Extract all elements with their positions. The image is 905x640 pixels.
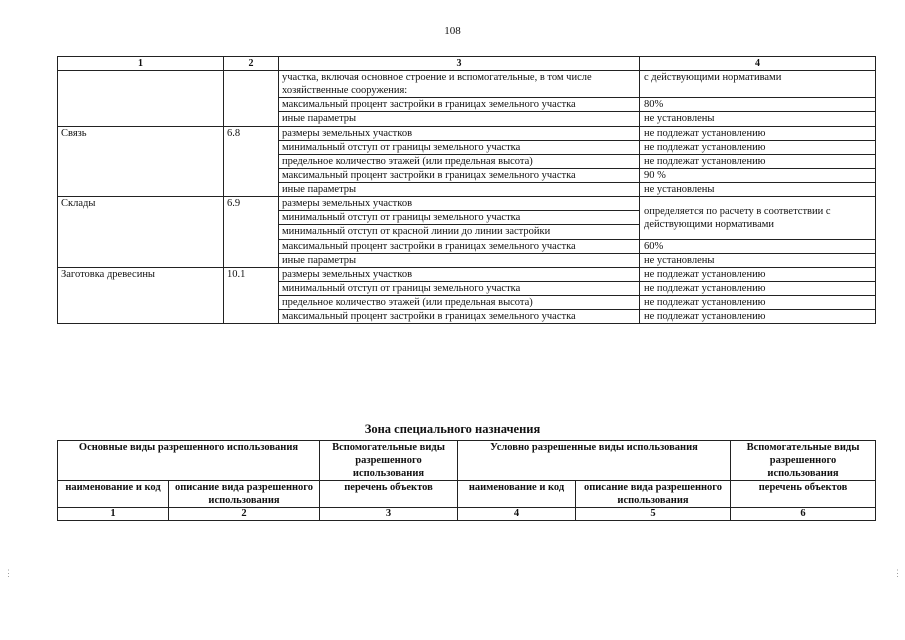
value-cell: не подлежат установлению [640,140,876,154]
sub-header: перечень объектов [320,481,458,508]
value-cell: определяется по расчету в соответствии с действующими нормативами [640,197,876,239]
value-cell: 90 % [640,168,876,182]
table-row [58,126,876,140]
value-cell: 60% [640,239,876,253]
sub-header-row [58,481,876,508]
value-cell: не подлежат установлению [640,281,876,295]
parameter-cell: размеры земельных участков [279,267,640,281]
column-number-row [58,508,876,521]
column-header: 2 [224,57,279,71]
use-code-cell: 10.1 [224,267,279,324]
column-number: 4 [458,508,576,521]
sub-header: наименование и код [458,481,576,508]
parameter-cell: размеры земельных участков [279,197,640,211]
parameter-cell: иные параметры [279,112,640,126]
sub-header: наименование и код [58,481,169,508]
zone-table [57,440,876,521]
value-cell: с действующими нормативами [640,71,876,98]
parameter-cell: минимальный отступ от границы земельного участка [279,281,640,295]
zone-title: Зона специального назначения [364,422,541,436]
use-name-cell: Связь [58,126,224,197]
scan-edge-mark: ⋮ [4,568,13,578]
parameter-cell: иные параметры [279,183,640,197]
use-name-cell: Заготовка древесины [58,267,224,324]
table-row [58,71,876,98]
value-cell: не установлены [640,183,876,197]
group-header: Вспомогательные виды разрешенного использования [731,441,876,481]
parameter-cell: минимальный отступ от границы земельного участка [279,211,640,225]
use-code-cell: 6.8 [224,126,279,197]
value-cell: не установлены [640,253,876,267]
value-cell: не подлежат установлению [640,310,876,324]
table-header-row [58,57,876,71]
parameter-cell: минимальный отступ от границы земельного участка [279,140,640,154]
sub-header: описание вида разрешенного использования [576,481,731,508]
value-cell: не подлежат установлению [640,296,876,310]
use-name-cell: Склады [58,197,224,268]
group-header: Условно разрешенные виды использования [458,441,731,481]
group-header: Основные виды разрешенного использования [58,441,320,481]
value-cell: не подлежат установлению [640,154,876,168]
value-cell: не установлены [640,112,876,126]
column-number: 5 [576,508,731,521]
column-number: 6 [731,508,876,521]
column-header: 4 [640,57,876,71]
parameters-table [57,56,876,324]
parameter-cell: размеры земельных участков [279,126,640,140]
parameter-cell: максимальный процент застройки в границах земельного участка [279,310,640,324]
sub-header: перечень объектов [731,481,876,508]
column-number: 1 [58,508,169,521]
column-number: 3 [320,508,458,521]
parameter-cell: максимальный процент застройки в границах земельного участка [279,239,640,253]
column-header: 1 [58,57,224,71]
page-number: 108 [444,25,461,37]
parameter-cell: иные параметры [279,253,640,267]
group-header-row [58,441,876,481]
value-cell: не подлежат установлению [640,267,876,281]
value-cell: 80% [640,98,876,112]
scan-edge-mark: ⋮ [893,568,902,578]
parameter-cell: предельное количество этажей (или предельная высота) [279,154,640,168]
parameter-cell: максимальный процент застройки в границах земельного участка [279,168,640,182]
group-header: Вспомогательные виды разрешенного использования [320,441,458,481]
column-header: 3 [279,57,640,71]
use-name-cell [58,71,224,127]
column-number: 2 [169,508,320,521]
table-row [58,267,876,281]
table-row [58,197,876,211]
parameter-cell: максимальный процент застройки в границах земельного участка [279,98,640,112]
use-code-cell: 6.9 [224,197,279,268]
parameter-cell: участка, включая основное строение и вспомогательные, в том числе хозяйственные сооружения: [279,71,640,98]
parameter-cell: предельное количество этажей (или предельная высота) [279,296,640,310]
sub-header: описание вида разрешенного использования [169,481,320,508]
parameter-cell: минимальный отступ от красной линии до линии застройки [279,225,640,239]
use-code-cell [224,71,279,127]
value-cell: не подлежат установлению [640,126,876,140]
